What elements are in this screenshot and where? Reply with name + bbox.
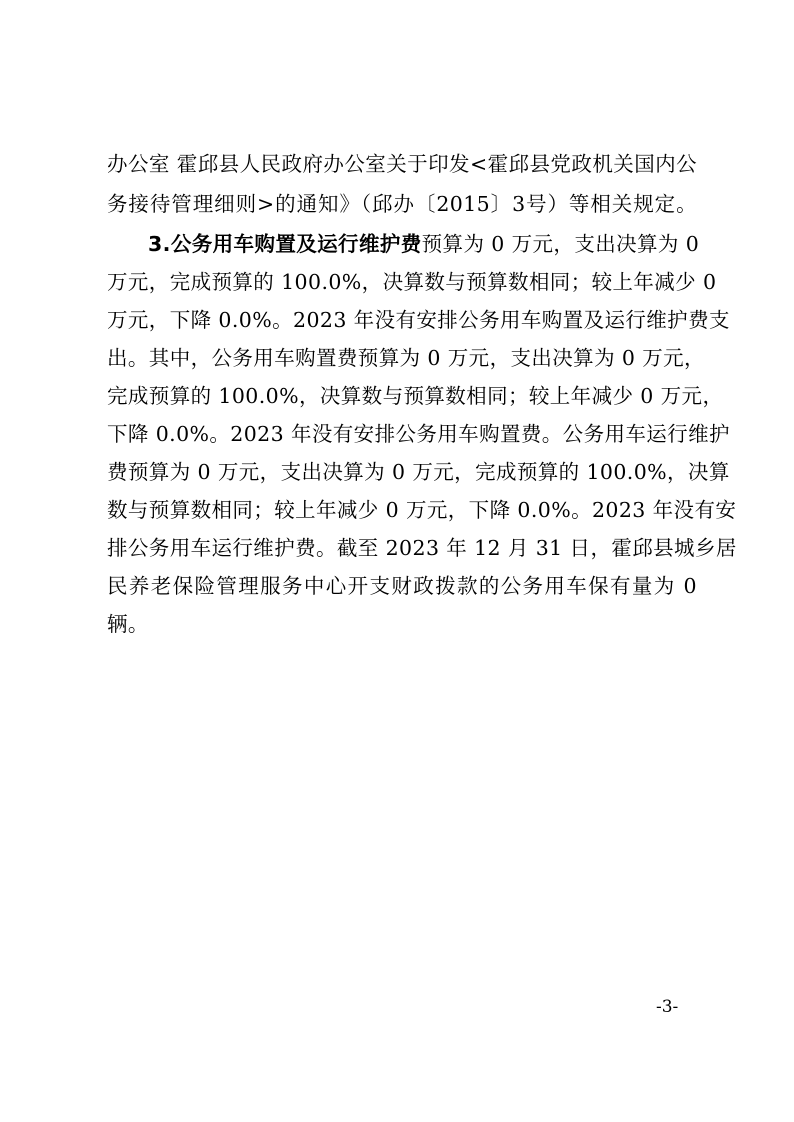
- text-line: 辆。: [107, 612, 149, 636]
- text-line: 万元，下降 0.0%。2023 年没有安排公务用车购置及运行维护费支: [107, 308, 730, 332]
- section-heading-line: [148, 228, 700, 260]
- page-number: -3-: [656, 997, 679, 1017]
- text-line: 万元，完成预算的 100.0%，决算数与预算数相同；较上年减少 0: [107, 270, 717, 294]
- text-line: 排公务用车运行维护费。截至 2023 年 12 月 31 日，霍邱县城乡居: [107, 536, 737, 560]
- text-line: 下降 0.0%。2023 年没有安排公务用车购置费。公务用车运行维护: [107, 422, 730, 446]
- section-heading: 3.公务用车购置及运行维护费: [148, 232, 422, 256]
- text-line: 务接待管理细则>的通知》（邱办〔2015〕3号）等相关规定。: [107, 192, 697, 216]
- text-line: 费预算为 0 万元，支出决算为 0 万元，完成预算的 100.0%，决算: [107, 460, 730, 484]
- text-line: 出。其中，公务用车购置费预算为 0 万元，支出决算为 0 万元，: [107, 346, 705, 370]
- text-line: 民养老保险管理服务中心开支财政拨款的公务用车保有量为 0: [107, 574, 697, 598]
- text-segment: 预算为 0 万元，支出决算为 0: [421, 232, 700, 256]
- text-line: 完成预算的 100.0%，决算数与预算数相同；较上年减少 0 万元，: [107, 384, 724, 408]
- text-line: 办公室 霍邱县人民政府办公室关于印发<霍邱县党政机关国内公: [107, 152, 697, 176]
- text-line: 数与预算数相同；较上年减少 0 万元，下降 0.0%。2023 年没有安: [107, 498, 737, 522]
